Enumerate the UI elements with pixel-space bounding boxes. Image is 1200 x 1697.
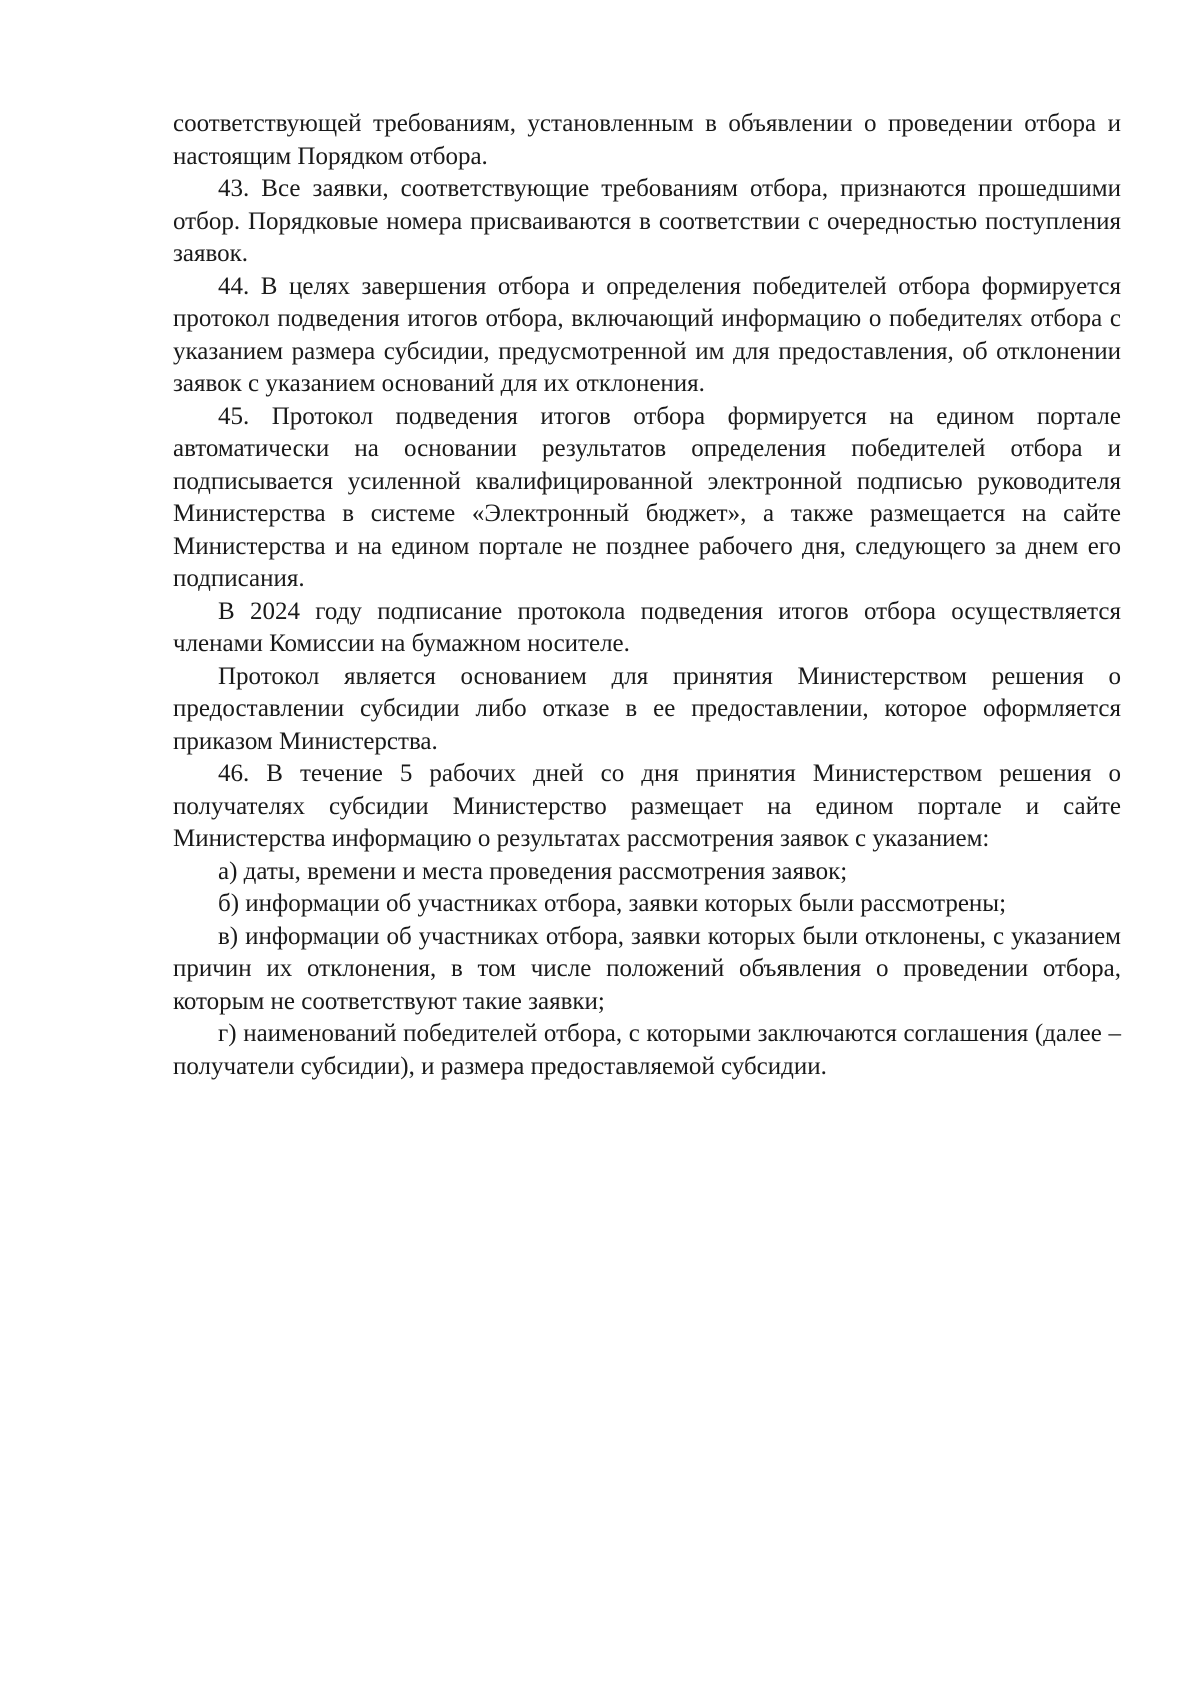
paragraph-45-2024-note: В 2024 году подписание протокола подведения итогов отбора осуществляется членами Комиссии на бумажном носителе.: [173, 597, 1121, 657]
paragraph-continuation: соответствующей требованиям, установленным в объявлении о проведении отбора и настоящим Порядком отбора.: [173, 110, 1121, 170]
document-page: [173, 108, 1121, 1083]
paragraph-46: 46. В течение 5 рабочих дней со дня принятия Министерством решения о получателях субсидии Министерство размещает на едином портале и сайте Министерства информацию о результатах рассмотрения заявок с указанием:: [173, 760, 1121, 852]
paragraph-45-protocol-basis: Протокол является основанием для принятия Министерством решения о предоставлении субсидии либо отказе в ее предоставлении, которое оформляется приказом Министерства.: [173, 662, 1121, 755]
list-item-b: б) информации об участниках отбора, заявки которых были рассмотрены;: [218, 890, 1007, 917]
paragraph-45: 45. Протокол подведения итогов отбора формируется на едином портале автоматически на основании результатов определения победителей отбора и подписывается усиленной квалифицированной электронной подписью руководителя Министерства в системе «Электронный бюджет», а также размещается на сайте Министерства и на едином портале не позднее рабочего дня, следующего за днем его подписания.: [173, 402, 1121, 592]
list-item-v: в) информации об участниках отбора, заявки которых были отклонены, с указанием причин их отклонения, в том числе положений объявления о проведении отбора, которым не соответствуют такие заявки;: [173, 922, 1121, 1015]
paragraph-44: 44. В целях завершения отбора и определения победителей отбора формируется протокол подведения итогов отбора, включающий информацию о победителях отбора с указанием размера субсидии, предусмотренной им для предоставления, об отклонении заявок с указанием оснований для их отклонения.: [173, 272, 1121, 397]
paragraph-43: 43. Все заявки, соответствующие требованиям отбора, признаются прошедшими отбор. Порядковые номера присваиваются в соответствии с очередностью поступления заявок.: [173, 175, 1121, 267]
list-item-a: а) даты, времени и места проведения рассмотрения заявок;: [218, 857, 848, 885]
list-item-g: г) наименований победителей отбора, с которыми заключаются соглашения (далее – получатели субсидии), и размера предоставляемой субсидии.: [173, 1020, 1121, 1080]
